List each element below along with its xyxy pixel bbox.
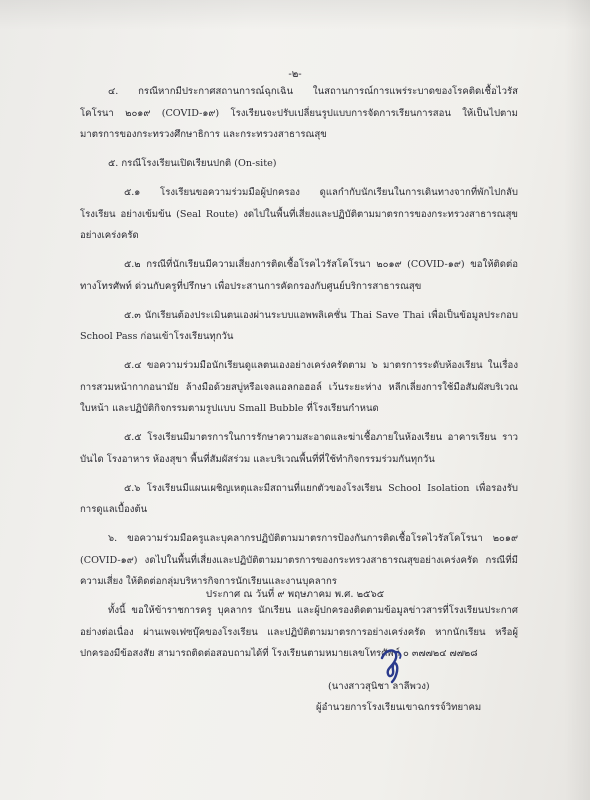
signer-position: ผู้อำนวยการโรงเรียนเขาฉกรรจ์วิทยาคม — [316, 702, 482, 713]
paragraph-item-5: ๕. กรณีโรงเรียนเปิดเรียนปกติ (On-site) — [108, 158, 277, 169]
scan-top-shadow — [0, 0, 590, 30]
page-number: -๒- — [288, 69, 302, 80]
paragraph-item-5-1: ๕.๑ โรงเรียนขอความร่วมมือผู้ปกครอง ดูแลกำกับนักเรียนในการเดินทางจากที่พักไปกลับโรงเรียน อย่างเข้มข้น (Seal Route) งดไปในพื้นที่เสี่ยงและปฏิบัติตามมาตรการของกระทรวงสาธารณสุขอย่างเคร่งครัด — [80, 187, 518, 241]
paragraph-item-5-5: ๕.๕ โรงเรียนมีมาตรการในการรักษาความสะอาดและฆ่าเชื้อภายในห้องเรียน อาคารเรียน ราวบันได โรงอาหาร ห้องสุขา พื้นที่สัมผัสร่วม และบริเวณพื้นที่ที่ใช้ทำกิจกรรมร่วมกันทุกวัน — [80, 432, 518, 465]
paragraph-closing: ทั้งนี้ ขอให้ข้าราชการครู บุคลากร นักเรียน และผู้ปกครองติดตามข้อมูลข่าวสารที่โรงเรียนประกาศอย่างต่อเนื่อง ผ่านเพจเฟซบุ๊คของโรงเรียน และปฏิบัติตามมาตรการอย่างเคร่งครัด หากนักเรียน หรือผู้ปกครองมีข้อสงสัย สามารถติดต่อสอบถามได้ที่ โรงเรียนตามหมายเลขโทรศัพท์ ๐ ๓๗๗๒๔ ๗๗๒๘ — [80, 605, 518, 659]
paragraph-item-5-6: ๕.๖ โรงเรียนมีแผนเผชิญเหตุและมีสถานที่แยกตัวของโรงเรียน School Isolation เพื่อรองรับการดูแลเบื้องต้น — [80, 482, 518, 515]
scan-edge-shadow — [564, 0, 590, 800]
signer-name: (นางสาวสุนิชา ลาลีพวง) — [328, 681, 430, 692]
paragraph-item-6: ๖. ขอความร่วมมือครูและบุคลากรปฏิบัติตามมาตรการป้องกันการติดเชื้อโรคไวรัสโคโรนา ๒๐๑๙ (COVID-๑๙) งดไปในพื้นที่เสี่ยงและปฏิบัติตามมาตรการของกระทรวงสาธารณสุขอย่างเคร่งครัด กรณีที่มีความเสี่ยง ให้ติดต่อกลุ่มบริหารกิจการนักเรียนและงานบุคลากร — [80, 533, 518, 587]
announcement-date: ประกาศ ณ วันที่ ๙ พฤษภาคม พ.ศ. ๒๕๖๕ — [205, 589, 385, 600]
paragraph-item-5-3: ๕.๓ นักเรียนต้องประเมินตนเองผ่านระบบแอพพลิเคชั่น Thai Save Thai เพื่อเป็นข้อมูลประกอบ School Pass ก่อนเข้าโรงเรียนทุกวัน — [80, 309, 518, 342]
paragraph-item-5-2: ๕.๒ กรณีที่นักเรียนมีความเสี่ยงการติดเชื้อโรคไวรัสโคโรนา ๒๐๑๙ (COVID-๑๙) ขอให้ติดต่อ ทางโทรศัพท์ ด่วนกับครูที่ปรึกษา เพื่อประสานการคัดกรองกับศูนย์บริการสาธารณสุข — [80, 259, 518, 292]
paragraph-item-5-4: ๕.๔ ขอความร่วมมือนักเรียนดูแลตนเองอย่างเคร่งครัดตาม ๖ มาตรการระดับห้องเรียน ในเรื่องการสวมหน้ากากอนามัย ล้างมือด้วยสบู่หรือเจลแอลกอฮอล์ เว้นระยะห่าง หลีกเลี่ยงการใช้มือสัมผัสบริเวณใบหน้า และปฏิบัติกิจกรรมตามรูปแบบ Small Bubble ที่โรงเรียนกำหนด — [80, 360, 518, 414]
paragraph-item-4: ๔. กรณีหากมีประกาศสถานการณ์ฉุกเฉิน ในสถานการณ์การแพร่ระบาดของโรคติดเชื้อไวรัสโคโรนา ๒๐๑๙ (COVID-๑๙) โรงเรียนจะปรับเปลี่ยนรูปแบบการจัดการเรียนการสอน ให้เป็นไปตามมาตรการของกระทรวงศึกษาธิการ และกระทรวงสาธารณสุข — [80, 86, 518, 140]
